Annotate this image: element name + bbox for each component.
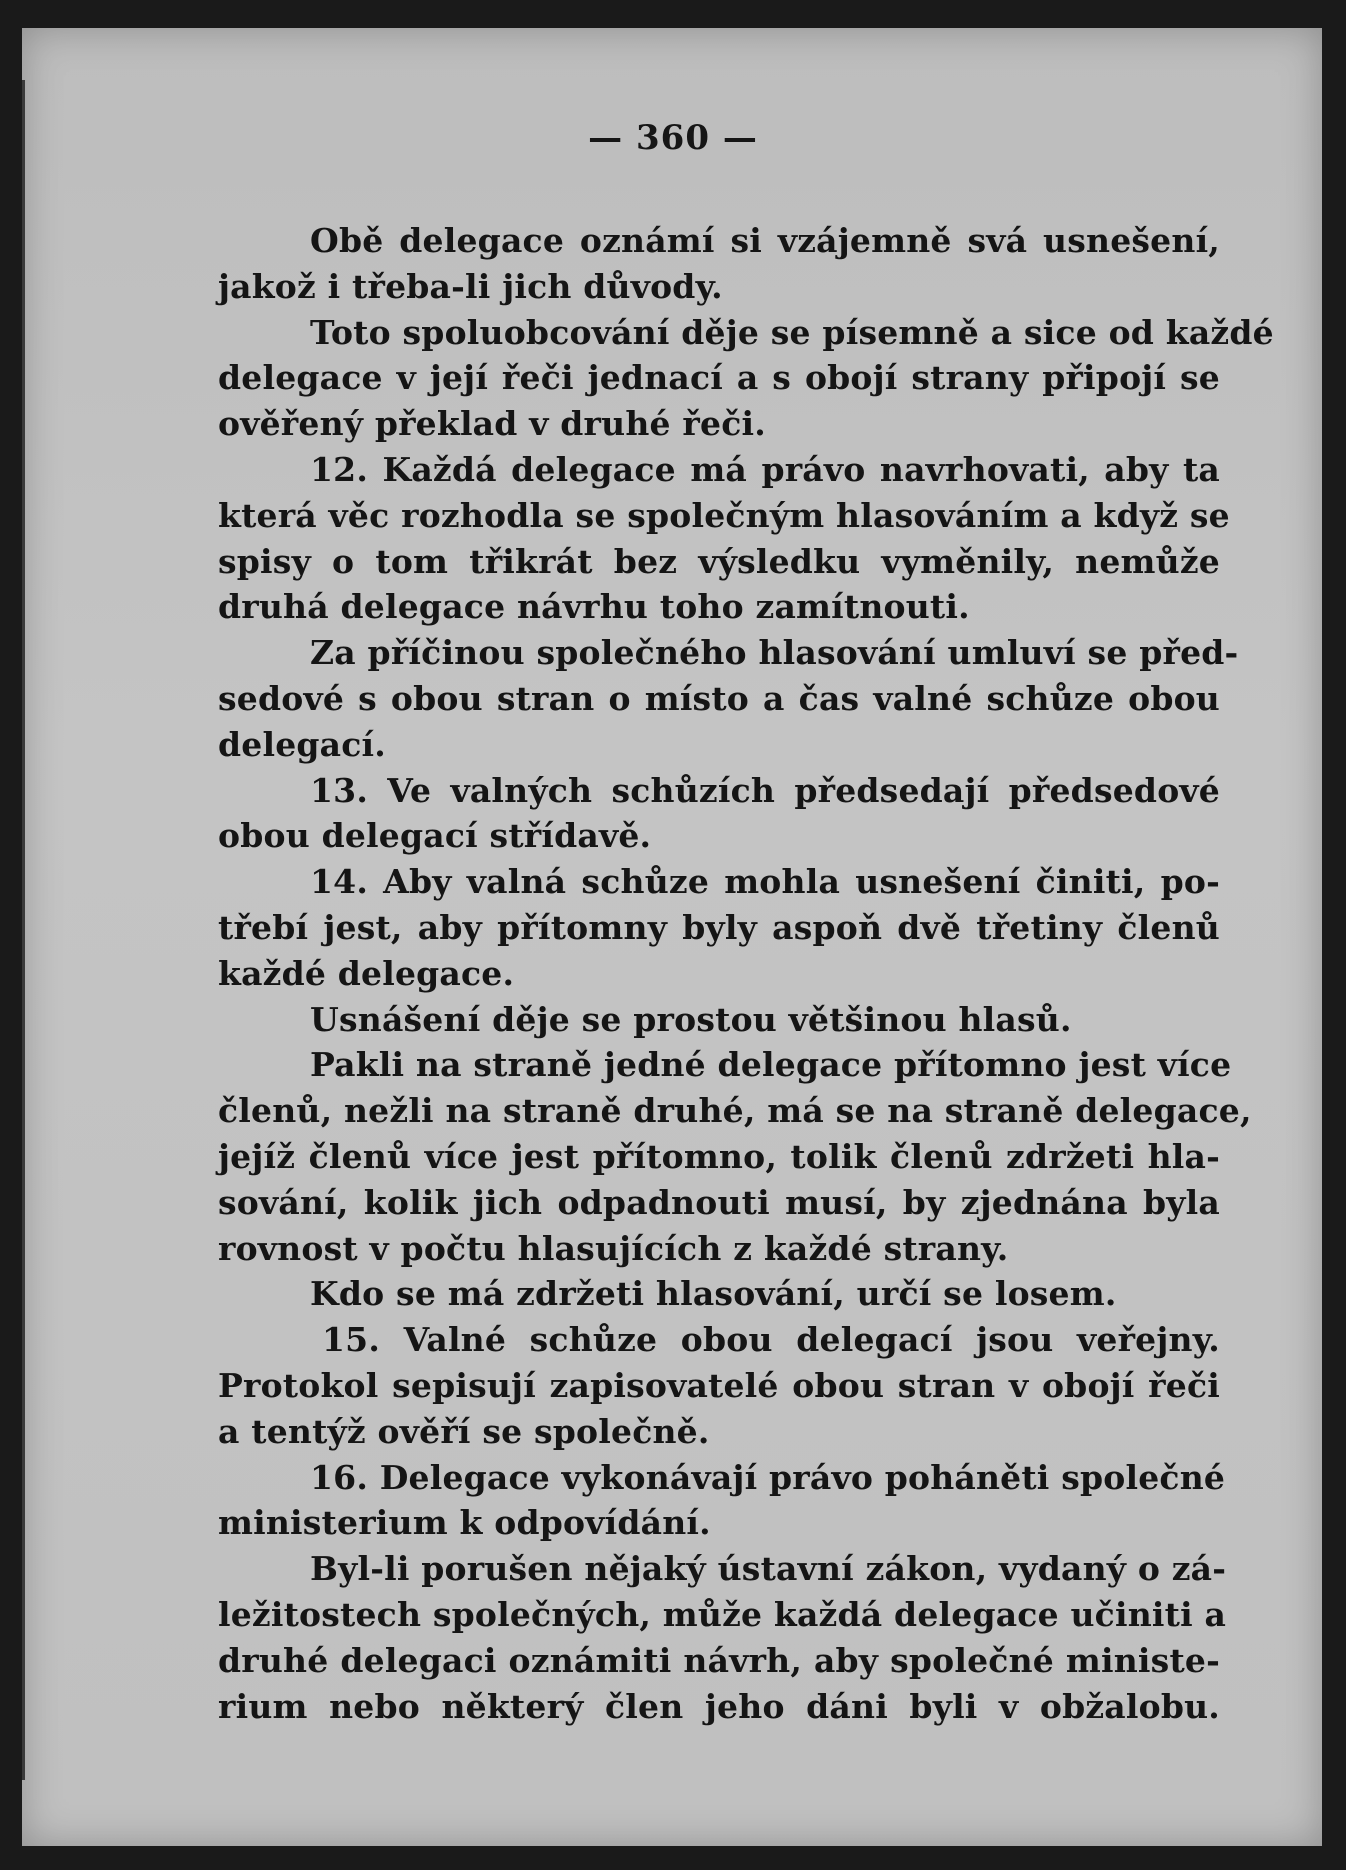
- text-line: Za příčinou společného hlasování umluví se před-: [310, 633, 1239, 673]
- page-number: — 360 —: [588, 118, 758, 158]
- body-text: [218, 218, 1274, 1729]
- text-line: druhé delegaci oznámiti návrh, aby společné ministe-: [218, 1640, 1220, 1680]
- text-line: sování, kolik jich odpadnouti musí, by zjednána byla: [218, 1182, 1220, 1222]
- text-line: jejíž členů více jest přítomno, tolik členů zdržeti hla-: [218, 1136, 1220, 1176]
- text-line: ministerium k odpovídání.: [218, 1503, 711, 1543]
- text-line: delegace v její řeči jednací a s obojí strany připojí se: [218, 358, 1220, 398]
- text-line: rium nebo některý člen jeho dáni byli v obžalobu.: [218, 1686, 1220, 1726]
- text-line: spisy o tom třikrát bez výsledku vyměnily, nemůže: [218, 541, 1220, 581]
- text-line: obou delegací střídavě.: [218, 816, 652, 856]
- text-line: ověřený překlad v druhé řeči.: [218, 404, 766, 444]
- text-line: Byl-li porušen nějaký ústavní zákon, vydaný o zá-: [310, 1549, 1227, 1589]
- text-line: delegací.: [218, 724, 386, 764]
- text-line: Obě delegace oznámí si vzájemně svá usnešení,: [310, 221, 1220, 260]
- text-line: 12. Každá delegace má právo navrhovati, aby ta: [310, 449, 1220, 489]
- text-line: rovnost v počtu hlasujících z každé strany.: [218, 1228, 1009, 1268]
- text-line: Kdo se má zdržeti hlasování, určí se losem.: [310, 1274, 1117, 1314]
- text-line: 13. Ve valných schůzích předsedají předsedové: [310, 770, 1220, 810]
- text-line: jakož i třeba-li jich důvody.: [218, 266, 723, 306]
- text-line: ležitostech společných, může každá delegace učiniti a: [218, 1594, 1227, 1634]
- text-line: třebí jest, aby přítomny byly aspoň dvě třetiny členů: [218, 907, 1220, 947]
- text-line: druhá delegace návrhu toho zamítnouti.: [218, 587, 970, 627]
- text-line: sedové s obou stran o místo a čas valné schůze obou: [218, 678, 1220, 718]
- text-line: Usnášení děje se prostou většinou hlasů.: [310, 999, 1072, 1039]
- text-line: která věc rozhodla se společným hlasováním a když se: [218, 495, 1230, 535]
- text-line: a tentýž ověří se společně.: [218, 1411, 710, 1451]
- text-line: Protokol sepisují zapisovatelé obou stran v obojí řeči: [218, 1365, 1220, 1405]
- text-line: Pakli na straně jedné delegace přítomno jest více: [310, 1045, 1232, 1085]
- text-line: každé delegace.: [218, 953, 515, 993]
- text-line: 16. Delegace vykonávají právo poháněti společné: [310, 1457, 1226, 1497]
- text-line: Toto spoluobcování děje se písemně a sice od každé: [310, 312, 1274, 352]
- text-line: 14. Aby valná schůze mohla usnešení činiti, po-: [310, 862, 1220, 902]
- binding-edge: [22, 80, 25, 1780]
- text-line: členů, nežli na straně druhé, má se na straně delegace,: [218, 1091, 1252, 1131]
- text-line: 15. Valné schůze obou delegací jsou veřejny.: [322, 1320, 1220, 1360]
